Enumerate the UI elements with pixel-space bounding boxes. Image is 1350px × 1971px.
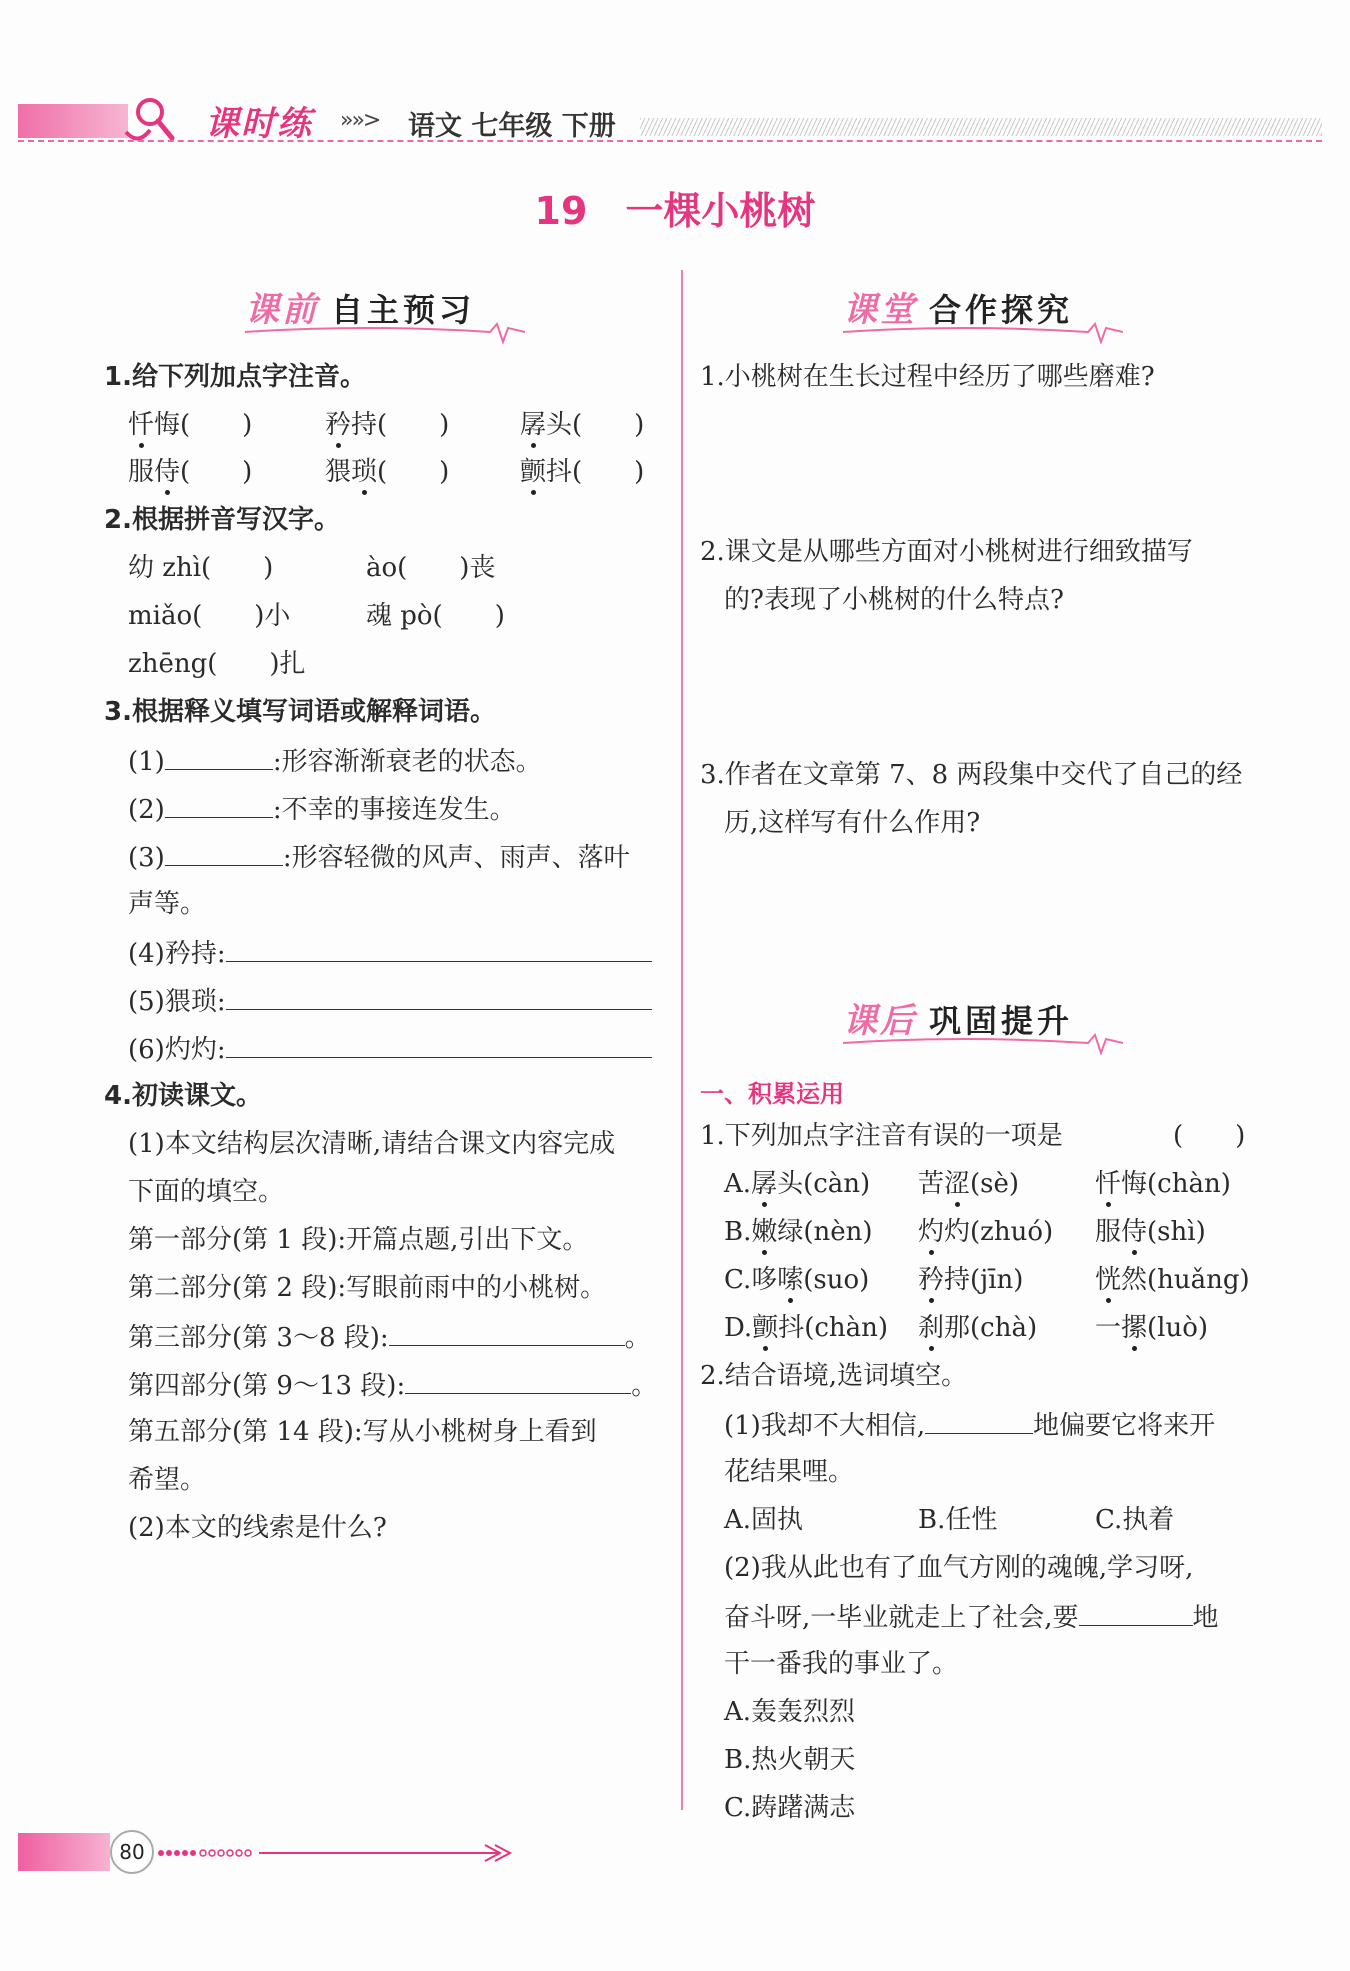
structure-line: 第三部分(第 3～8 段): 。	[128, 1323, 651, 1353]
fill-sentence: (1)我却不大相信, 地偏要它将来开	[724, 1411, 1216, 1441]
definition-item: (4)矜持:	[128, 937, 652, 969]
q1-item: 颤抖( )	[520, 457, 645, 487]
question-heading: 2.根据拼音写汉字。	[104, 505, 340, 535]
question-text: 1.下列加点字注音有误的一项是	[700, 1121, 1063, 1151]
header-subject: 语文 七年级 下册	[408, 111, 616, 142]
question-text: 2.课文是从哪些方面对小桃树进行细致描写	[700, 537, 1193, 567]
dotted-arrow-icon	[155, 1838, 525, 1868]
option-item: 矜持(jīn)	[918, 1265, 1024, 1295]
question-heading: 1.给下列加点字注音。	[104, 362, 366, 392]
definition-item: (5)猥琐:	[128, 985, 652, 1017]
question-text: 的?表现了小桃树的什么特点?	[724, 585, 1064, 615]
option-item: A.孱头(càn)	[724, 1169, 871, 1199]
section-header-after-class	[843, 993, 1123, 1053]
fill-sentence: 花结果哩。	[724, 1457, 855, 1487]
fill-sentence: 奋斗呀,一毕业就走上了社会,要 地	[724, 1603, 1219, 1633]
question-text: 1.小桃树在生长过程中经历了哪些磨难?	[700, 362, 1155, 392]
choice-option: B.任性	[918, 1505, 998, 1535]
answer-paren: ( )	[1173, 1121, 1246, 1151]
definition-item: (1) :形容渐渐衰老的状态。	[128, 747, 542, 777]
definition-item: (6)灼灼:	[128, 1033, 652, 1065]
pinyin-item: miǎo( )小	[128, 601, 291, 631]
question-text: 3.作者在文章第 7、8 两段集中交代了自己的经	[700, 760, 1243, 790]
choice-option: A.轰轰烈烈	[724, 1697, 856, 1727]
structure-line: 第四部分(第 9～13 段): 。	[128, 1371, 658, 1401]
fill-sentence: (2)我从此也有了血气方刚的魂魄,学习呀,	[724, 1553, 1194, 1583]
definition-item: (2) :不幸的事接连发生。	[128, 795, 516, 825]
definition-item: (3) :形容轻微的风声、雨声、落叶	[128, 843, 630, 873]
option-item: 服侍(shì)	[1095, 1217, 1206, 1247]
option-item: 恍然(huǎng)	[1095, 1265, 1250, 1295]
header-hatch-decoration	[640, 118, 1322, 136]
option-item: C.哆嗦(suo)	[724, 1265, 870, 1295]
structure-line: 希望。	[128, 1465, 207, 1495]
option-item: 忏悔(chàn)	[1095, 1169, 1231, 1199]
q1-item: 矜持( )	[325, 410, 450, 440]
structure-line: 第五部分(第 14 段):写从小桃树身上看到	[128, 1417, 597, 1447]
footer-pink-band	[18, 1833, 110, 1871]
q1-item-rest: 悔( )	[154, 410, 253, 440]
part-heading: 一、积累运用	[700, 1080, 844, 1108]
fill-sentence: 干一番我的事业了。	[724, 1649, 959, 1679]
q1-item: 忏悔( )	[128, 410, 253, 440]
q1-item: 孱头( )	[520, 410, 645, 440]
structure-line: 第一部分(第 1 段):开篇点题,引出下文。	[128, 1225, 589, 1255]
brand-name: 课时练	[205, 104, 313, 144]
section-label-dark: 巩固提升	[929, 1002, 1074, 1040]
choice-option: C.踌躇满志	[724, 1793, 856, 1823]
heartbeat-underline-icon	[843, 322, 1123, 344]
q1-item: 猥琐( )	[325, 457, 450, 487]
option-item: 刹那(chà)	[918, 1313, 1038, 1343]
option-item: 灼灼(zhuó)	[918, 1217, 1054, 1247]
question-heading: 3.根据释义填写词语或解释词语。	[104, 697, 496, 727]
question-text: 2.结合语境,选词填空。	[700, 1361, 968, 1391]
section-label-pink: 课前	[245, 290, 319, 330]
page-title: 19 一棵小桃树	[534, 189, 816, 233]
heartbeat-underline-icon	[843, 1033, 1123, 1055]
q1-item: 服侍( )	[128, 457, 253, 487]
header-arrows: »»>	[340, 108, 380, 133]
paragraph-line: (2)本文的线索是什么?	[128, 1513, 387, 1543]
paragraph-line: (1)本文结构层次清晰,请结合课文内容完成	[128, 1129, 616, 1159]
option-item: 苦涩(sè)	[918, 1169, 1020, 1199]
header-pink-band	[18, 104, 128, 138]
pinyin-item: 魂 pò( )	[366, 601, 505, 631]
question-heading: 4.初读课文。	[104, 1081, 262, 1111]
definition-item-cont: 声等。	[128, 889, 207, 919]
section-label-dark: 自主预习	[331, 291, 476, 329]
choice-option: B.热火朝天	[724, 1745, 856, 1775]
question-text: 历,这样写有什么作用?	[724, 808, 981, 838]
option-item: D.颤抖(chàn)	[724, 1313, 889, 1343]
page-number: 80	[110, 1830, 154, 1874]
header-dashed-rule	[18, 140, 1322, 142]
choice-option: A.固执	[724, 1505, 804, 1535]
paragraph-line: 下面的填空。	[128, 1177, 285, 1207]
section-header-preview	[245, 282, 525, 342]
column-divider	[681, 270, 683, 1810]
option-item: B.嫩绿(nèn)	[724, 1217, 873, 1247]
pinyin-item: ào( )丧	[366, 553, 496, 583]
pinyin-item: zhēng( )扎	[128, 649, 306, 679]
section-label-dark: 合作探究	[929, 291, 1074, 329]
option-item: 一摞(luò)	[1095, 1313, 1209, 1343]
structure-line: 第二部分(第 2 段):写眼前雨中的小桃树。	[128, 1273, 607, 1303]
section-label-pink: 课堂	[843, 290, 917, 330]
pinyin-item: 幼 zhì( )	[128, 553, 274, 583]
section-header-classroom	[843, 282, 1123, 342]
choice-option: C.执着	[1095, 1505, 1175, 1535]
section-label-pink: 课后	[843, 1001, 917, 1041]
heartbeat-underline-icon	[245, 322, 525, 344]
